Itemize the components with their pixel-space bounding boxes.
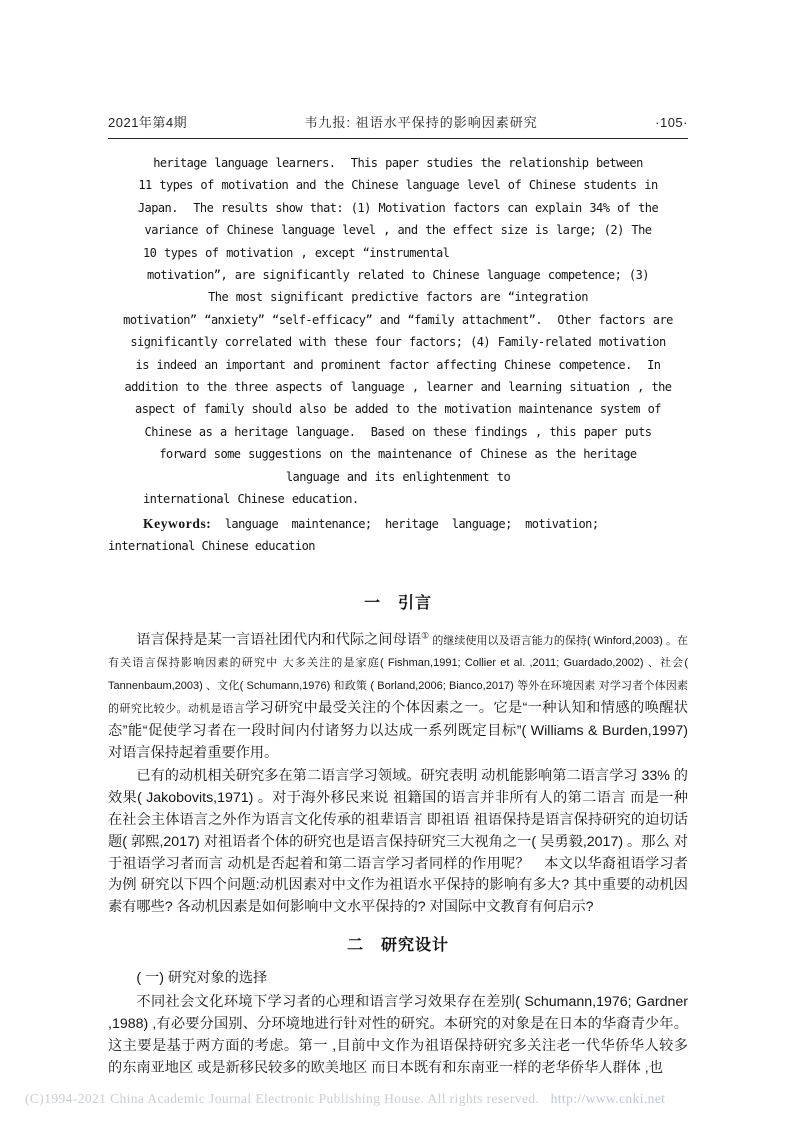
intro-paragraph-2: 已有的动机相关研究多在第二语言学习领域。研究表明 动机能影响第二语言学习 33% 的效果( Jakobovits,1971) 。对于海外移民来说 祖籍国的语言并非所有人的第二语言 而是一种在社会主体语言之外作为语言文化传承的祖辈语言 即祖语 祖语保持是语言保持研究的迫切话题( 郭熙,2017) 对祖语者个体的研究也是语言保持研究三大视角之一( 吴勇毅,2017) 。那么 对于祖语学习者而言 动机是否起着和第二语言学习者同样的作用呢？ 本文以华裔祖语学习者为例 研究以下四个问题:动机因素对中文作为祖语水平保持的影响有多大? 其中重要的动机因素有哪些? 各动机因素是如何影响中文水平保持的? 对国际中文教育有何启示?	[108, 767, 688, 916]
keywords-line-1	[108, 513, 688, 535]
issue-label: 2021年第4期	[108, 115, 188, 130]
intro-paragraph-1	[108, 630, 688, 765]
keywords-line-2: international Chinese education	[108, 538, 315, 553]
abstract-line: 10 types of motivation , except “instrumental	[143, 245, 450, 260]
abstract-line: variance of Chinese language level , and the effect size is large; (2) The	[144, 223, 652, 238]
intro-p1-citations: 的继续使用以及语言能力的保持( Winford,2003) 。在有关语言保持影响因素的研究中 大多关注的是家庭( Fishman,1991; Collier et al. ,2011; Guardado,2002) 、社会( Tannenbaum,2003) 、文化( Schumann,1976) 和政策 ( Borland,2006; Bianco,2017) 等外在环境因素 对学习者个体因素的研究比较少。动机是语言	[108, 634, 688, 716]
intro-p1-rest: 学习研究中最受关注的个体因素之一。它是“一种认知和情感的唤醒状态”能“促使学习者在一段时间内付诸努力以达成一系列既定目标”( Williams & Burden,1997) 对语言保持起着重要作用。	[108, 700, 688, 762]
abstract-line: forward some suggestions on the maintenance of Chinese as the heritage	[159, 447, 637, 462]
abstract-line: aspect of family should also be added to the motivation maintenance system of	[135, 402, 661, 417]
abstract-line: international Chinese education.	[143, 492, 359, 507]
page-footer	[25, 1091, 785, 1107]
abstract-line: motivation” “anxiety” “self-efficacy” and “family attachment”. Other factors are	[123, 312, 673, 327]
intro-p1-lead: 语言保持是某一言语社团代内和代际之间母语	[136, 631, 422, 648]
abstract-line: addition to the three aspects of language , learner and learning situation , the	[124, 380, 672, 395]
abstract-line: motivation”, are significantly related to Chinese language competence; (3)	[147, 268, 649, 283]
section-title-introduction: 一 引言	[363, 594, 432, 612]
copyright-text: (C)1994-2021 China Academic Journal Electronic Publishing House. All rights reserved.	[25, 1091, 540, 1106]
keywords-values: language maintenance; heritage language; motivation;	[211, 516, 599, 531]
abstract-line: Japan. The results show that: (1) Motivation factors can explain 34% of the	[137, 200, 659, 215]
abstract-line: Chinese as a heritage language. Based on these findings , this paper puts	[144, 424, 652, 439]
abstract-line: significantly correlated with these four factors; (4) Family-related motivation	[130, 335, 666, 350]
section-title-research-design: 二 研究设计	[346, 937, 449, 955]
page-number: ·105·	[655, 115, 688, 130]
abstract-line: 11 types of motivation and the Chinese language level of Chinese students in	[138, 178, 658, 193]
abstract-line: is indeed an important and prominent factor affecting Chinese competence. In	[135, 357, 661, 372]
page-header	[108, 112, 688, 131]
abstract-line: The most significant predictive factors are “integration	[208, 290, 588, 305]
research-design-paragraph: 不同社会文化环境下学习者的心理和语言学习效果存在差别( Schumann,1976; Gardner ,1988) ,有必要分国别、分环境地进行针对性的研究。本研究的对象是在日本的华裔青少年。这主要是基于两方面的考虑。第一 ,目前中文作为祖语保持研究多关注老一代华侨华人较多 的东南亚地区 或是新移民较多的欧美地区 而日本既有和东南亚一样的老华侨华人群体 ,也	[108, 994, 703, 1076]
running-title: 韦九报: 祖语水平保持的影响因素研究	[304, 115, 538, 130]
header-rule	[108, 138, 688, 139]
subsection-heading-study-subjects: ( 一) 研究对象的选择	[136, 970, 268, 987]
keywords-label: Keywords:	[143, 515, 212, 531]
keywords-section	[108, 513, 688, 557]
abstract-line: heritage language learners. This paper studies the relationship between	[153, 156, 643, 170]
footnote-marker: ①	[421, 629, 430, 640]
abstract-section	[108, 152, 688, 511]
cnki-url: http://www.cnki.net	[550, 1091, 666, 1106]
abstract-line: language and its enlightenment to	[285, 469, 511, 484]
page-content	[108, 112, 703, 1080]
